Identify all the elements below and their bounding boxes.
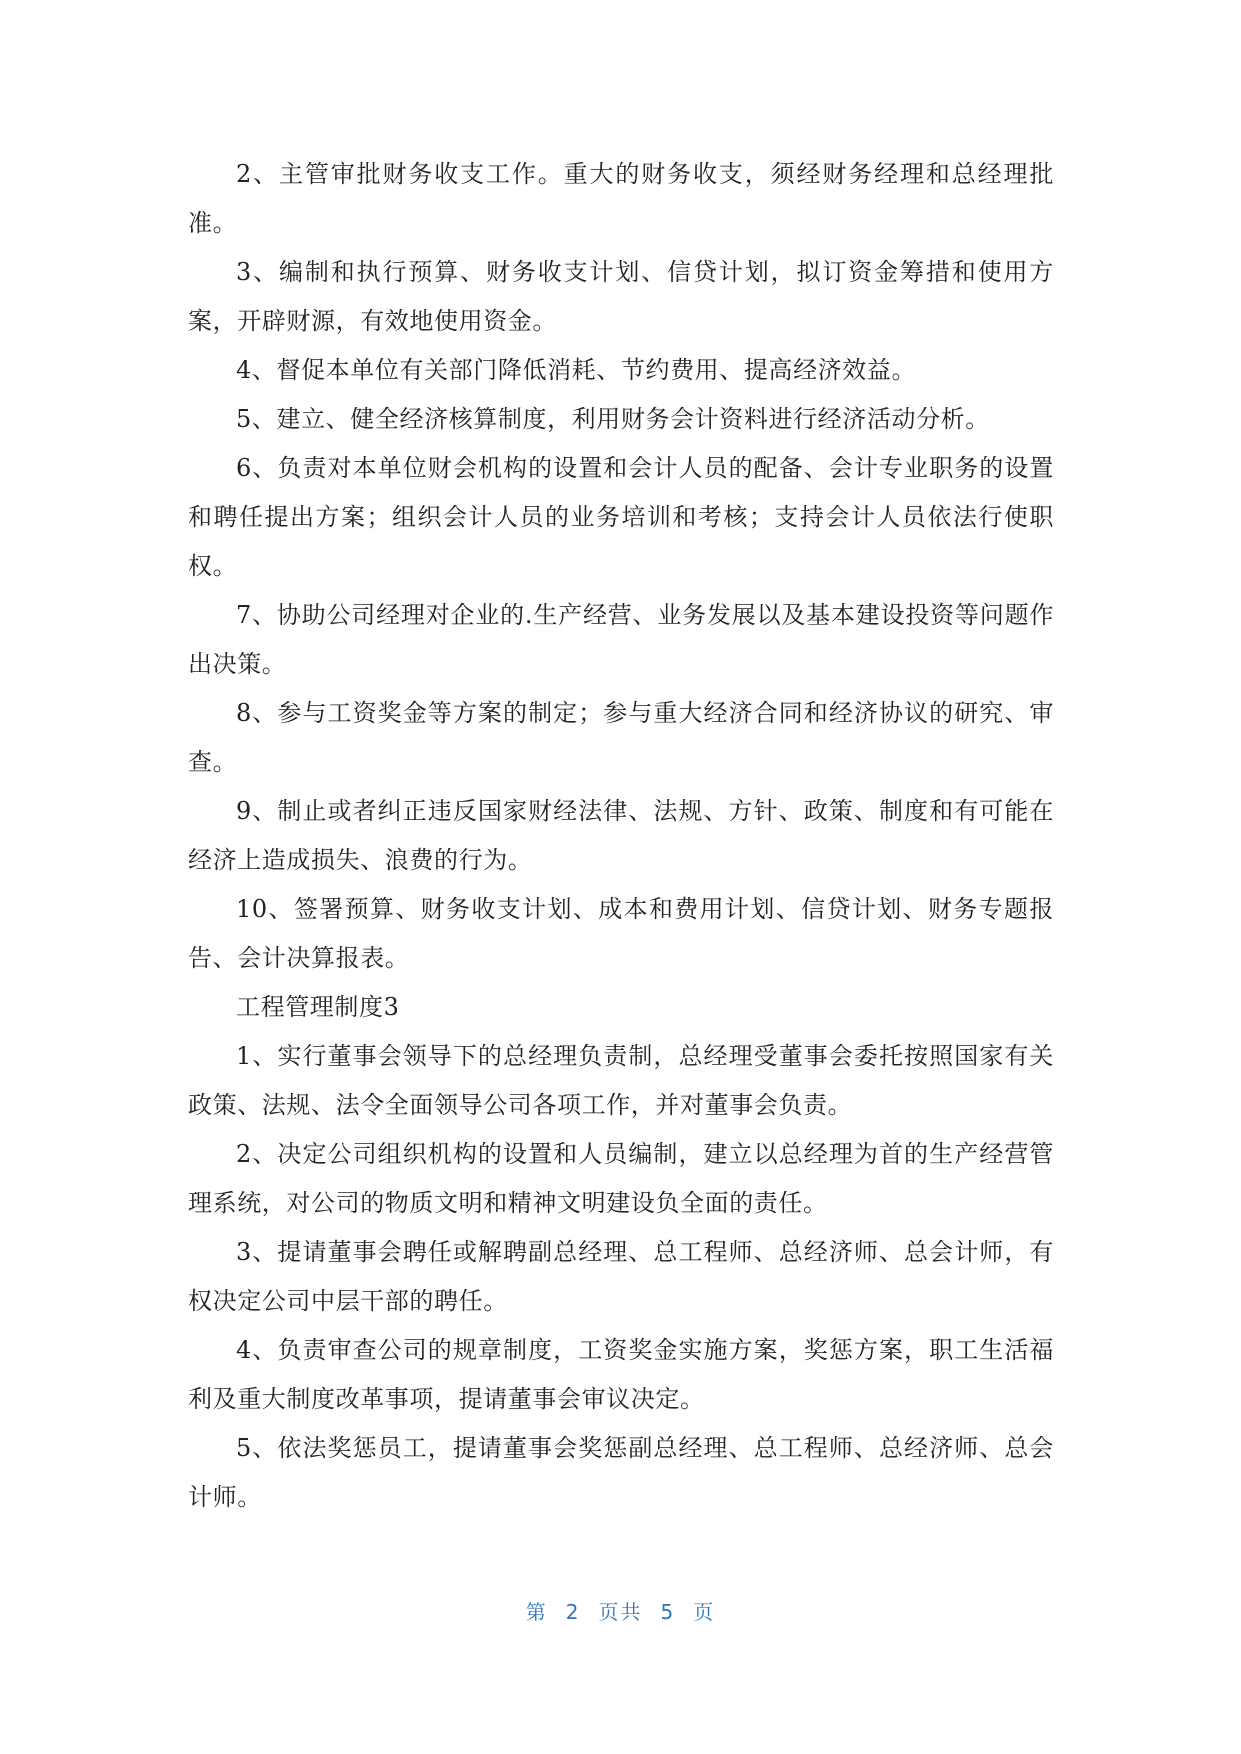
document-body — [188, 150, 1054, 1522]
paragraph-item-s3-5: 5、依法奖惩员工，提请董事会奖惩副总经理、总工程师、总经济师、总会计师。 — [188, 1434, 1054, 1511]
paragraph-item-4: 4、督促本单位有关部门降低消耗、节约费用、提高经济效益。 — [236, 356, 917, 384]
paragraph-item-7: 7、协助公司经理对企业的.生产经营、业务发展以及基本建设投资等问题作出决策。 — [188, 601, 1054, 678]
paragraph-item-6: 6、负责对本单位财会机构的设置和会计人员的配备、会计专业职务的设置和聘任提出方案；组织会计人员的业务培训和考核；支持会计人员依法行使职权。 — [188, 454, 1054, 580]
paragraph-item-9: 9、制止或者纠正违反国家财经法律、法规、方针、政策、制度和有可能在经济上造成损失、浪费的行为。 — [188, 797, 1054, 874]
paragraph-item-s3-1: 1、实行董事会领导下的总经理负责制，总经理受董事会委托按照国家有关政策、法规、法令全面领导公司各项工作，并对董事会负责。 — [188, 1042, 1054, 1119]
section-heading: 工程管理制度3 — [236, 993, 400, 1021]
footer-mid: 页共 — [598, 1600, 643, 1624]
total-pages-number: 5 — [660, 1600, 676, 1624]
footer-prefix: 第 — [525, 1600, 548, 1624]
paragraph-item-s3-4: 4、负责审查公司的规章制度，工资奖金实施方案，奖惩方案，职工生活福利及重大制度改革事项，提请董事会审议决定。 — [188, 1336, 1054, 1413]
footer-suffix: 页 — [693, 1600, 716, 1624]
paragraph-item-8: 8、参与工资奖金等方案的制定；参与重大经济合同和经济协议的研究、审查。 — [188, 699, 1054, 776]
paragraph-item-s3-2: 2、决定公司组织机构的设置和人员编制，建立以总经理为首的生产经营管理系统，对公司的物质文明和精神文明建设负全面的责任。 — [188, 1140, 1054, 1217]
paragraph-item-2: 2、主管审批财务收支工作。重大的财务收支，须经财务经理和总经理批准。 — [188, 160, 1054, 237]
paragraph-item-3: 3、编制和执行预算、财务收支计划、信贷计划，拟订资金筹措和使用方案，开辟财源，有效地使用资金。 — [188, 258, 1054, 335]
page-footer — [0, 1596, 1241, 1625]
paragraph-item-5: 5、建立、健全经济核算制度，利用财务会计资料进行经济活动分析。 — [236, 405, 990, 433]
paragraph-item-s3-3: 3、提请董事会聘任或解聘副总经理、总工程师、总经济师、总会计师，有权决定公司中层干部的聘任。 — [188, 1238, 1054, 1315]
paragraph-item-10: 10、签署预算、财务收支计划、成本和费用计划、信贷计划、财务专题报告、会计决算报表。 — [188, 895, 1054, 972]
current-page-number: 2 — [565, 1600, 581, 1624]
